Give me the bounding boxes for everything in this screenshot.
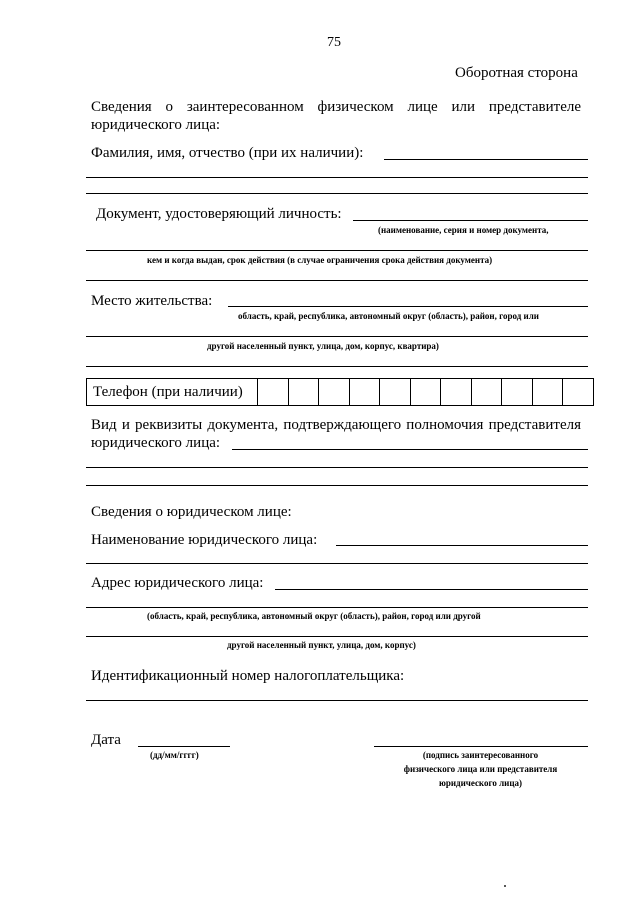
legal-entity-address-field-line-2[interactable] (86, 607, 588, 608)
id-document-label: Документ, удостоверяющий личность: (96, 206, 342, 222)
residence-field-line-3[interactable] (86, 366, 588, 367)
authority-doc-field-line-3[interactable] (86, 485, 588, 486)
fio-field-line-2[interactable] (86, 177, 588, 178)
phone-digit-cell[interactable] (563, 379, 594, 406)
legal-entity-address-hint-2: другой населенный пункт, улица, дом, корпус) (227, 640, 416, 650)
signature-hint-3: юридического лица) (438, 778, 523, 788)
residence-hint-1: область, край, республика, автономный округ (область), район, город или (238, 311, 539, 321)
phone-digit-cell[interactable] (288, 379, 319, 406)
page-number: 75 (327, 35, 341, 50)
id-document-field-line-3[interactable] (86, 280, 588, 281)
residence-field-line-2[interactable] (86, 336, 588, 337)
signature-hint-2: физического лица или представителя (403, 764, 558, 774)
side-label: Оборотная сторона (455, 65, 578, 81)
phone-label: Телефон (при наличии) (87, 379, 258, 406)
legal-entity-name-field-line[interactable] (336, 545, 588, 546)
id-document-hint-1: (наименование, серия и номер документа, (378, 225, 549, 235)
legal-entity-address-label: Адрес юридического лица: (91, 575, 264, 591)
inn-field-line[interactable] (86, 700, 588, 701)
phone-digit-cell[interactable] (258, 379, 289, 406)
fio-field-line-3[interactable] (86, 193, 588, 194)
id-document-hint-2: кем и когда выдан, срок действия (в случае ограничения срока действия документа) (147, 255, 493, 265)
scan-speck (504, 885, 506, 887)
legal-entity-name-field-line-2[interactable] (86, 563, 588, 564)
legal-entity-name-label: Наименование юридического лица: (91, 532, 318, 548)
residence-hint-2: другой населенный пункт, улица, дом, корпус, квартира) (207, 341, 439, 351)
authority-doc-line1: Вид и реквизиты документа, подтверждающего полномочия представителя (91, 417, 581, 433)
inn-label: Идентификационный номер налогоплательщика: (91, 668, 405, 684)
signature-hint-1: (подпись заинтересованного (422, 750, 539, 760)
authority-doc-field-line-2[interactable] (86, 467, 588, 468)
authority-doc-line2: юридического лица: (91, 435, 221, 451)
phone-digit-cell[interactable] (502, 379, 533, 406)
date-hint: (дд/мм/гггг) (150, 750, 199, 760)
residence-label: Место жительства: (91, 293, 213, 309)
legal-entity-heading: Сведения о юридическом лице: (91, 504, 292, 520)
fio-label: Фамилия, имя, отчество (при их наличии): (91, 145, 364, 161)
phone-digit-cell[interactable] (441, 379, 472, 406)
phone-digit-cell[interactable] (380, 379, 411, 406)
legal-entity-address-hint-1: (область, край, республика, автономный округ (область), район, город или другой (147, 611, 481, 621)
phone-digit-cell[interactable] (532, 379, 563, 406)
legal-entity-address-field-line-3[interactable] (86, 636, 588, 637)
fio-field-line[interactable] (384, 159, 588, 160)
authority-doc-field-line[interactable] (232, 449, 588, 450)
individual-heading-line2: юридического лица: (91, 117, 221, 133)
phone-digit-cell[interactable] (319, 379, 350, 406)
signature-field-line[interactable] (374, 746, 588, 747)
id-document-field-line-2[interactable] (86, 250, 588, 251)
phone-digit-cell[interactable] (349, 379, 380, 406)
residence-field-line[interactable] (228, 306, 588, 307)
date-field-line[interactable] (138, 746, 230, 747)
individual-heading-line1: Сведения о заинтересованном физическом лице или представителе (91, 99, 581, 115)
legal-entity-address-field-line[interactable] (275, 589, 588, 590)
phone-digit-cell[interactable] (471, 379, 502, 406)
date-label: Дата (91, 732, 121, 748)
phone-table (86, 378, 594, 406)
phone-digit-cell[interactable] (410, 379, 441, 406)
id-document-field-line[interactable] (353, 220, 588, 221)
